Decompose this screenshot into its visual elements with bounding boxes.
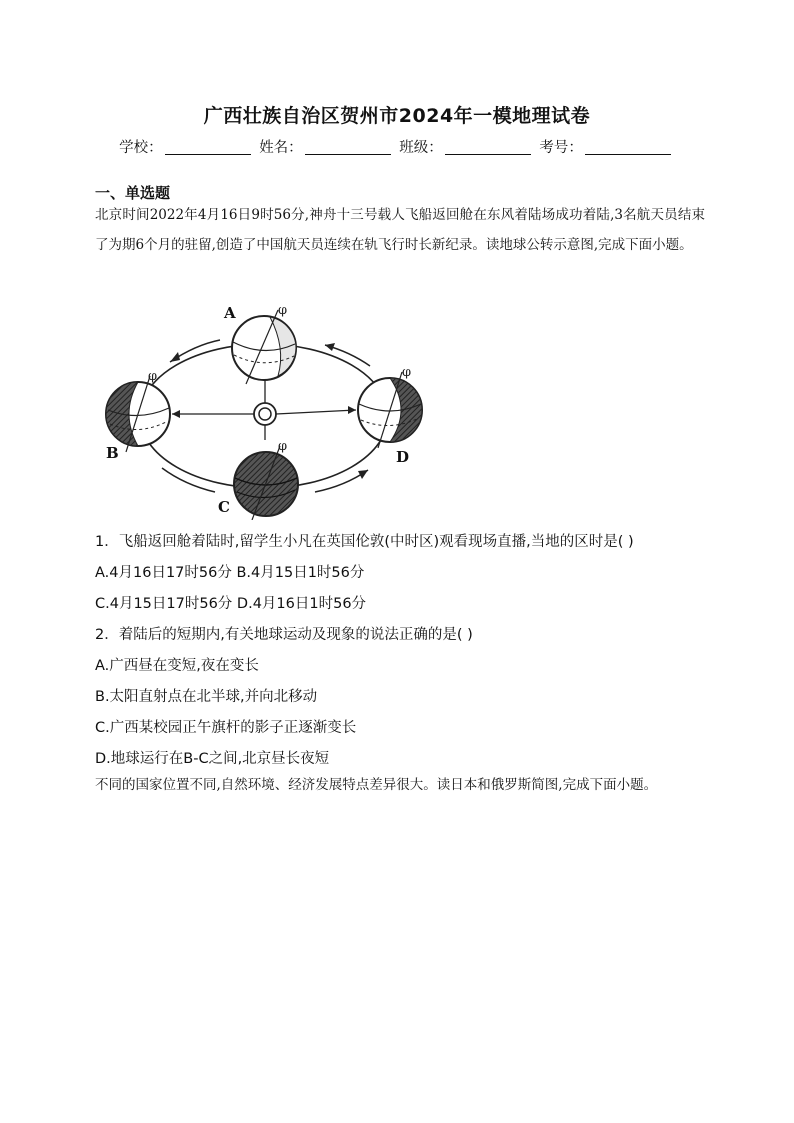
earth-position-d	[358, 372, 422, 448]
sun-line-right	[276, 410, 356, 414]
question-1-stem: 1．飞船返回舱着陆时,留学生小凡在英国伦敦(中时区)观看现场直播,当地的区时是( )	[95, 534, 634, 550]
name-blank[interactable]	[305, 140, 391, 155]
question-2-option-d[interactable]: D.地球运行在B-C之间,北京昼长夜短	[95, 751, 330, 767]
reading-passage-2: 不同的国家位置不同,自然环境、经济发展特点差异很大。读日本和俄罗斯简图,完成下面小题。	[95, 777, 658, 793]
question-2-option-c[interactable]: C.广西某校园正午旗杆的影子正逐渐变长	[95, 720, 357, 736]
question-1-options-row-1[interactable]: A.4月16日17时56分 B.4月15日1时56分	[95, 565, 365, 581]
reading-passage-1: 北京时间2022年4月16日9时56分,神舟十三号载人飞船返回舱在东风着陆场成功着陆,3名航天员结束了为期6个月的驻留,创造了中国航天员连续在轨飞行时长新纪录。读地球公转示意图,完成下面小题。	[95, 207, 705, 253]
school-blank[interactable]	[165, 140, 251, 155]
student-info-line	[0, 136, 794, 157]
earth-position-a	[232, 310, 296, 384]
sun-inner-ring	[259, 408, 271, 420]
earth-position-c	[234, 446, 298, 520]
arrow-head-upper-right	[325, 343, 335, 351]
question-2-option-b[interactable]: B.太阳直射点在北半球,并向北移动	[95, 689, 318, 705]
sun-line-arrow-right	[348, 406, 356, 414]
label-d: D	[396, 448, 410, 466]
class-label: 班级：	[399, 140, 443, 156]
axis-symbol-d: φ	[402, 365, 412, 380]
label-b: B	[106, 444, 119, 462]
earth-position-b	[106, 376, 170, 452]
earth-revolution-diagram	[100, 300, 430, 520]
question-1-options-row-2[interactable]: C.4月15日17时56分 D.4月16日1时56分	[95, 596, 367, 612]
name-label: 姓名：	[259, 140, 303, 156]
arrow-head-upper-left	[170, 352, 180, 362]
number-label: 考号：	[539, 140, 583, 156]
axis-symbol-b: φ	[148, 369, 158, 384]
axis-symbol-c: φ	[278, 439, 288, 454]
section-heading: 一、单选题	[95, 184, 171, 202]
page-title: 广西壮族自治区贺州市2024年一模地理试卷	[203, 105, 591, 127]
question-2-stem: 2．着陆后的短期内,有关地球运动及现象的说法正确的是( )	[95, 627, 473, 643]
label-a: A	[224, 304, 236, 322]
label-c: C	[218, 498, 230, 516]
school-label: 学校：	[119, 140, 163, 156]
question-2-option-a[interactable]: A.广西昼在变短,夜在变长	[95, 658, 259, 674]
arrow-head-lower-right	[358, 470, 368, 479]
axis-symbol-a: φ	[278, 303, 288, 318]
number-blank[interactable]	[585, 140, 671, 155]
sun-line-arrow-left	[172, 410, 180, 418]
class-blank[interactable]	[445, 140, 531, 155]
